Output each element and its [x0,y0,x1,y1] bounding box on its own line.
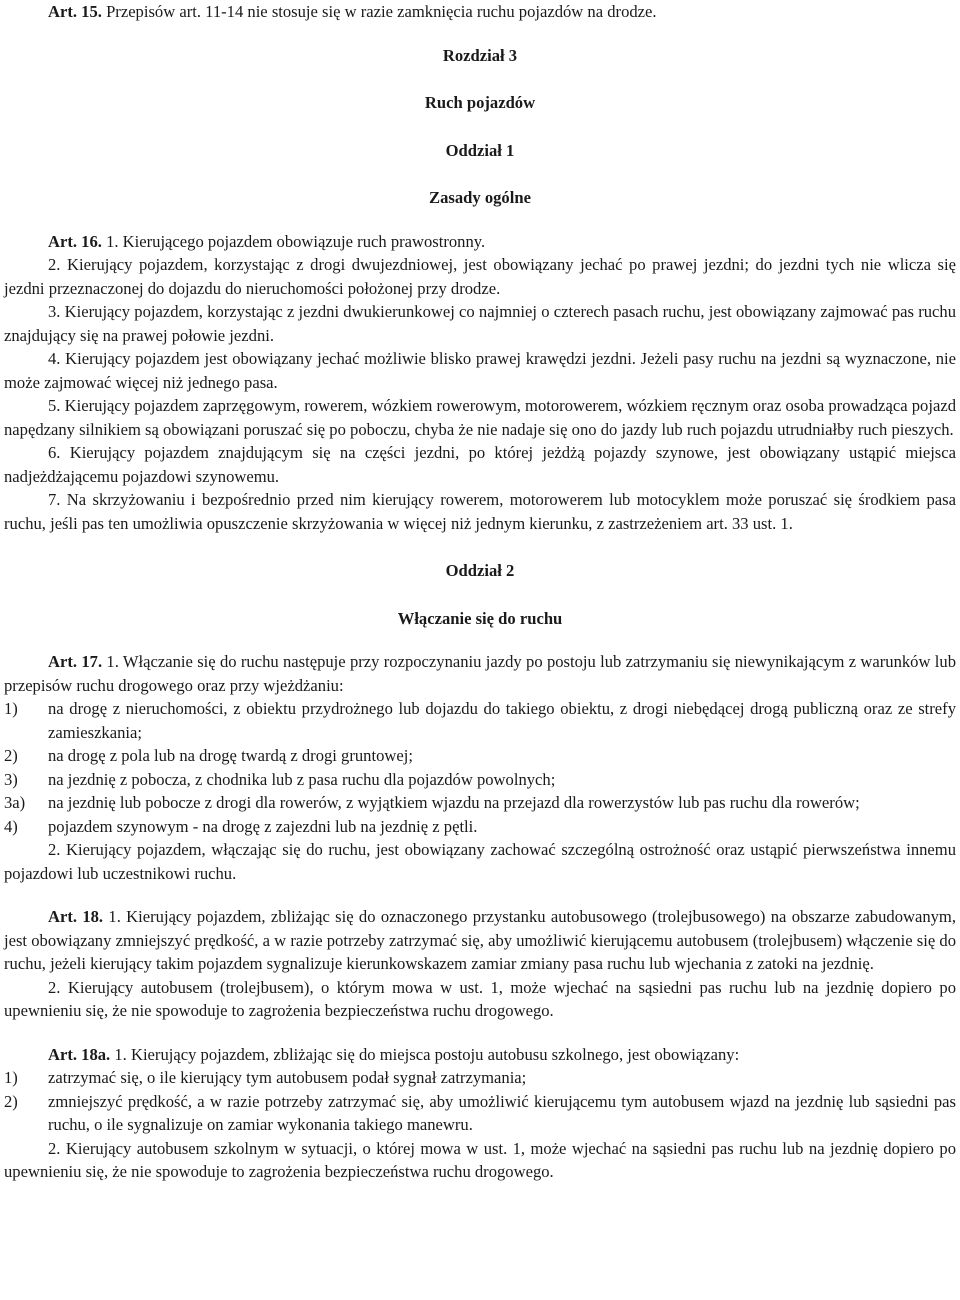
art16-p2: 2. Kierujący pojazdem, korzystając z drogi dwujezdniowej, jest obowiązany jechać po prawej jezdni; do jezdni tych nie wlicza się jezdni przeznaczonej do dojazdu do nieruchomości położonej przy drodze. [4,255,956,298]
section-2-heading: Oddział 2 [445,561,515,580]
art16-p1 [4,230,956,254]
art15-number: Art. 15. [48,2,102,21]
art17-number: Art. 17. [48,652,103,671]
list-item-number: 2) [4,746,18,765]
art17-p1 [4,650,956,697]
art16-p4: 4. Kierujący pojazdem jest obowiązany jechać możliwie blisko prawej krawędzi jezdni. Jeżeli pasy ruchu na jezdni są wyznaczone, nie może zajmować więcej niż jednego pasa. [4,349,956,392]
list-item [4,815,956,839]
list-item-number: 4) [4,816,18,836]
chapter-3-title: Ruch pojazdów [424,93,536,112]
art18a-p2: 2. Kierujący autobusem szkolnym w sytuacji, o której mowa w ust. 1, może wjechać na sąsiedni pas ruchu lub na jezdnię dopiero po upewnieniu się, że nie spowoduje to zagrożenia bezpieczeństwa ruchu drogowego. [4,1138,956,1181]
section-2-title: Włączanie się do ruchu [397,608,563,628]
list-item-text: na drogę z pola lub na drogę twardą z drogi gruntowej; [48,746,413,765]
section-1-heading: Oddział 1 [445,140,515,160]
list-item-text: na jezdnię z pobocza, z chodnika lub z pasa ruchu dla pojazdów powolnych; [48,769,556,789]
chapter-3-heading: Rozdział 3 [442,45,518,65]
list-item-number: 2) [4,1091,18,1111]
art16-p6: 6. Kierujący pojazdem znajdującym się na części jezdni, po której jeżdżą pojazdy szynowe, jest obowiązany ustąpić miejsca nadjeżdżającemu pojazdowi szynowemu. [4,443,956,486]
list-item [4,697,956,744]
list-item [4,791,956,815]
art16-p5: 5. Kierujący pojazdem zaprzęgowym, rowerem, wózkiem rowerowym, motorowerem, wózkiem ręcznym oraz osoba prowadząca pojazd napędzany silnikiem są obowiązani poruszać się po poboczu, chyba że nie nadaje się ono do jazdy lub ruch pojazdu utrudniałby ruch pieszych. [4,396,956,439]
art16-number: Art. 16. [48,231,102,251]
list-item-text: zatrzymać się, o ile kierujący tym autobusem podał sygnał zatrzymania; [48,1068,527,1087]
list-item-number: 1) [4,699,18,718]
list-item [4,744,956,768]
list-item-number: 3) [4,769,18,789]
art16-p1-text: 1. Kierującego pojazdem obowiązuje ruch prawostronny. [101,231,486,251]
list-item-text: na jezdnię lub pobocze z drogi dla rowerów, z wyjątkiem wjazdu na przejazd dla rowerzystów lub pas ruchu dla rowerów; [48,793,860,812]
art18-p2: 2. Kierujący autobusem (trolejbusem), o którym mowa w ust. 1, może wjechać na sąsiedni pas ruchu lub na jezdnię dopiero po upewnieniu się, że nie spowoduje to zagrożenia bezpieczeństwa ruchu drogowego. [4,977,956,1020]
art15-paragraph [4,0,956,24]
art18a-p1-text: 1. Kierujący pojazdem, zbliżając się do miejsca postoju autobusu szkolnego, jest obowiązany: [110,1044,740,1064]
art16-p7: 7. Na skrzyżowaniu i bezpośrednio przed nim kierujący rowerem, motorowerem lub motocyklem może poruszać się środkiem pasa ruchu, jeśli pas ten umożliwia opuszczenie skrzyżowania w więcej niż jednym kierunku, z zastrzeżeniem art. 33 ust. 1. [4,490,956,533]
art18a-p1 [4,1043,956,1067]
list-item [4,1090,956,1137]
art18-number: Art. 18. [48,907,104,926]
art18-p1 [4,905,956,976]
list-item-number: 1) [4,1068,18,1087]
art18a-number: Art. 18a. [48,1044,111,1064]
list-item-text: zmniejszyć prędkość, a w razie potrzeby zatrzymać się, aby umożliwić kierującemu tym autobusem wjazd na jezdnię lub sąsiedni pas ruchu, o ile sygnalizuje on zamiar wykonania takiego manewru. [48,1091,956,1134]
list-item-text: pojazdem szynowym - na drogę z zajezdni lub na jezdnię z pętli. [48,816,478,836]
list-item [4,1066,956,1090]
list-item-text: na drogę z nieruchomości, z obiektu przydrożnego lub dojazdu do takiego obiektu, z drogi niebędącej drogą publiczną oraz ze strefy zamieszkania; [48,699,956,742]
section-1-title: Zasady ogólne [429,188,531,207]
art18-p1-text: 1. Kierujący pojazdem, zbliżając się do oznaczonego przystanku autobusowego (trolejbusowego) na obszarze zabudowanym, jest obowiązany zmniejszyć prędkość, a w razie potrzeby zatrzymać się, aby umożliwić kierującemu autobusem (trolejbusem) włączenie się do ruchu, jeżeli kierujący takim pojazdem sygnalizuje kierunkowskazem zamiar zmiany pasa ruchu lub wjechania z zatoki na jezdnię. [4,907,956,973]
art17-p1-text: 1. Włączanie się do ruchu następuje przy rozpoczynaniu jazdy po postoju lub zatrzymaniu się niewynikającym z warunków lub przepisów ruchu drogowego oraz przy wjeżdżaniu: [4,652,956,695]
art15-text: Przepisów art. 11-14 nie stosuje się w razie zamknięcia ruchu pojazdów na drodze. [101,2,657,21]
list-item [4,768,956,792]
art16-p3: 3. Kierujący pojazdem, korzystając z jezdni dwukierunkowej co najmniej o czterech pasach ruchu, jest obowiązany zajmować pas ruchu znajdujący się na prawej połowie jezdni. [4,302,956,345]
art17-p2: 2. Kierujący pojazdem, włączając się do ruchu, jest obowiązany zachować szczególną ostrożność oraz ustąpić pierwszeństwa innemu pojazdowi lub uczestnikowi ruchu. [4,840,956,883]
list-item-number: 3a) [4,793,26,812]
